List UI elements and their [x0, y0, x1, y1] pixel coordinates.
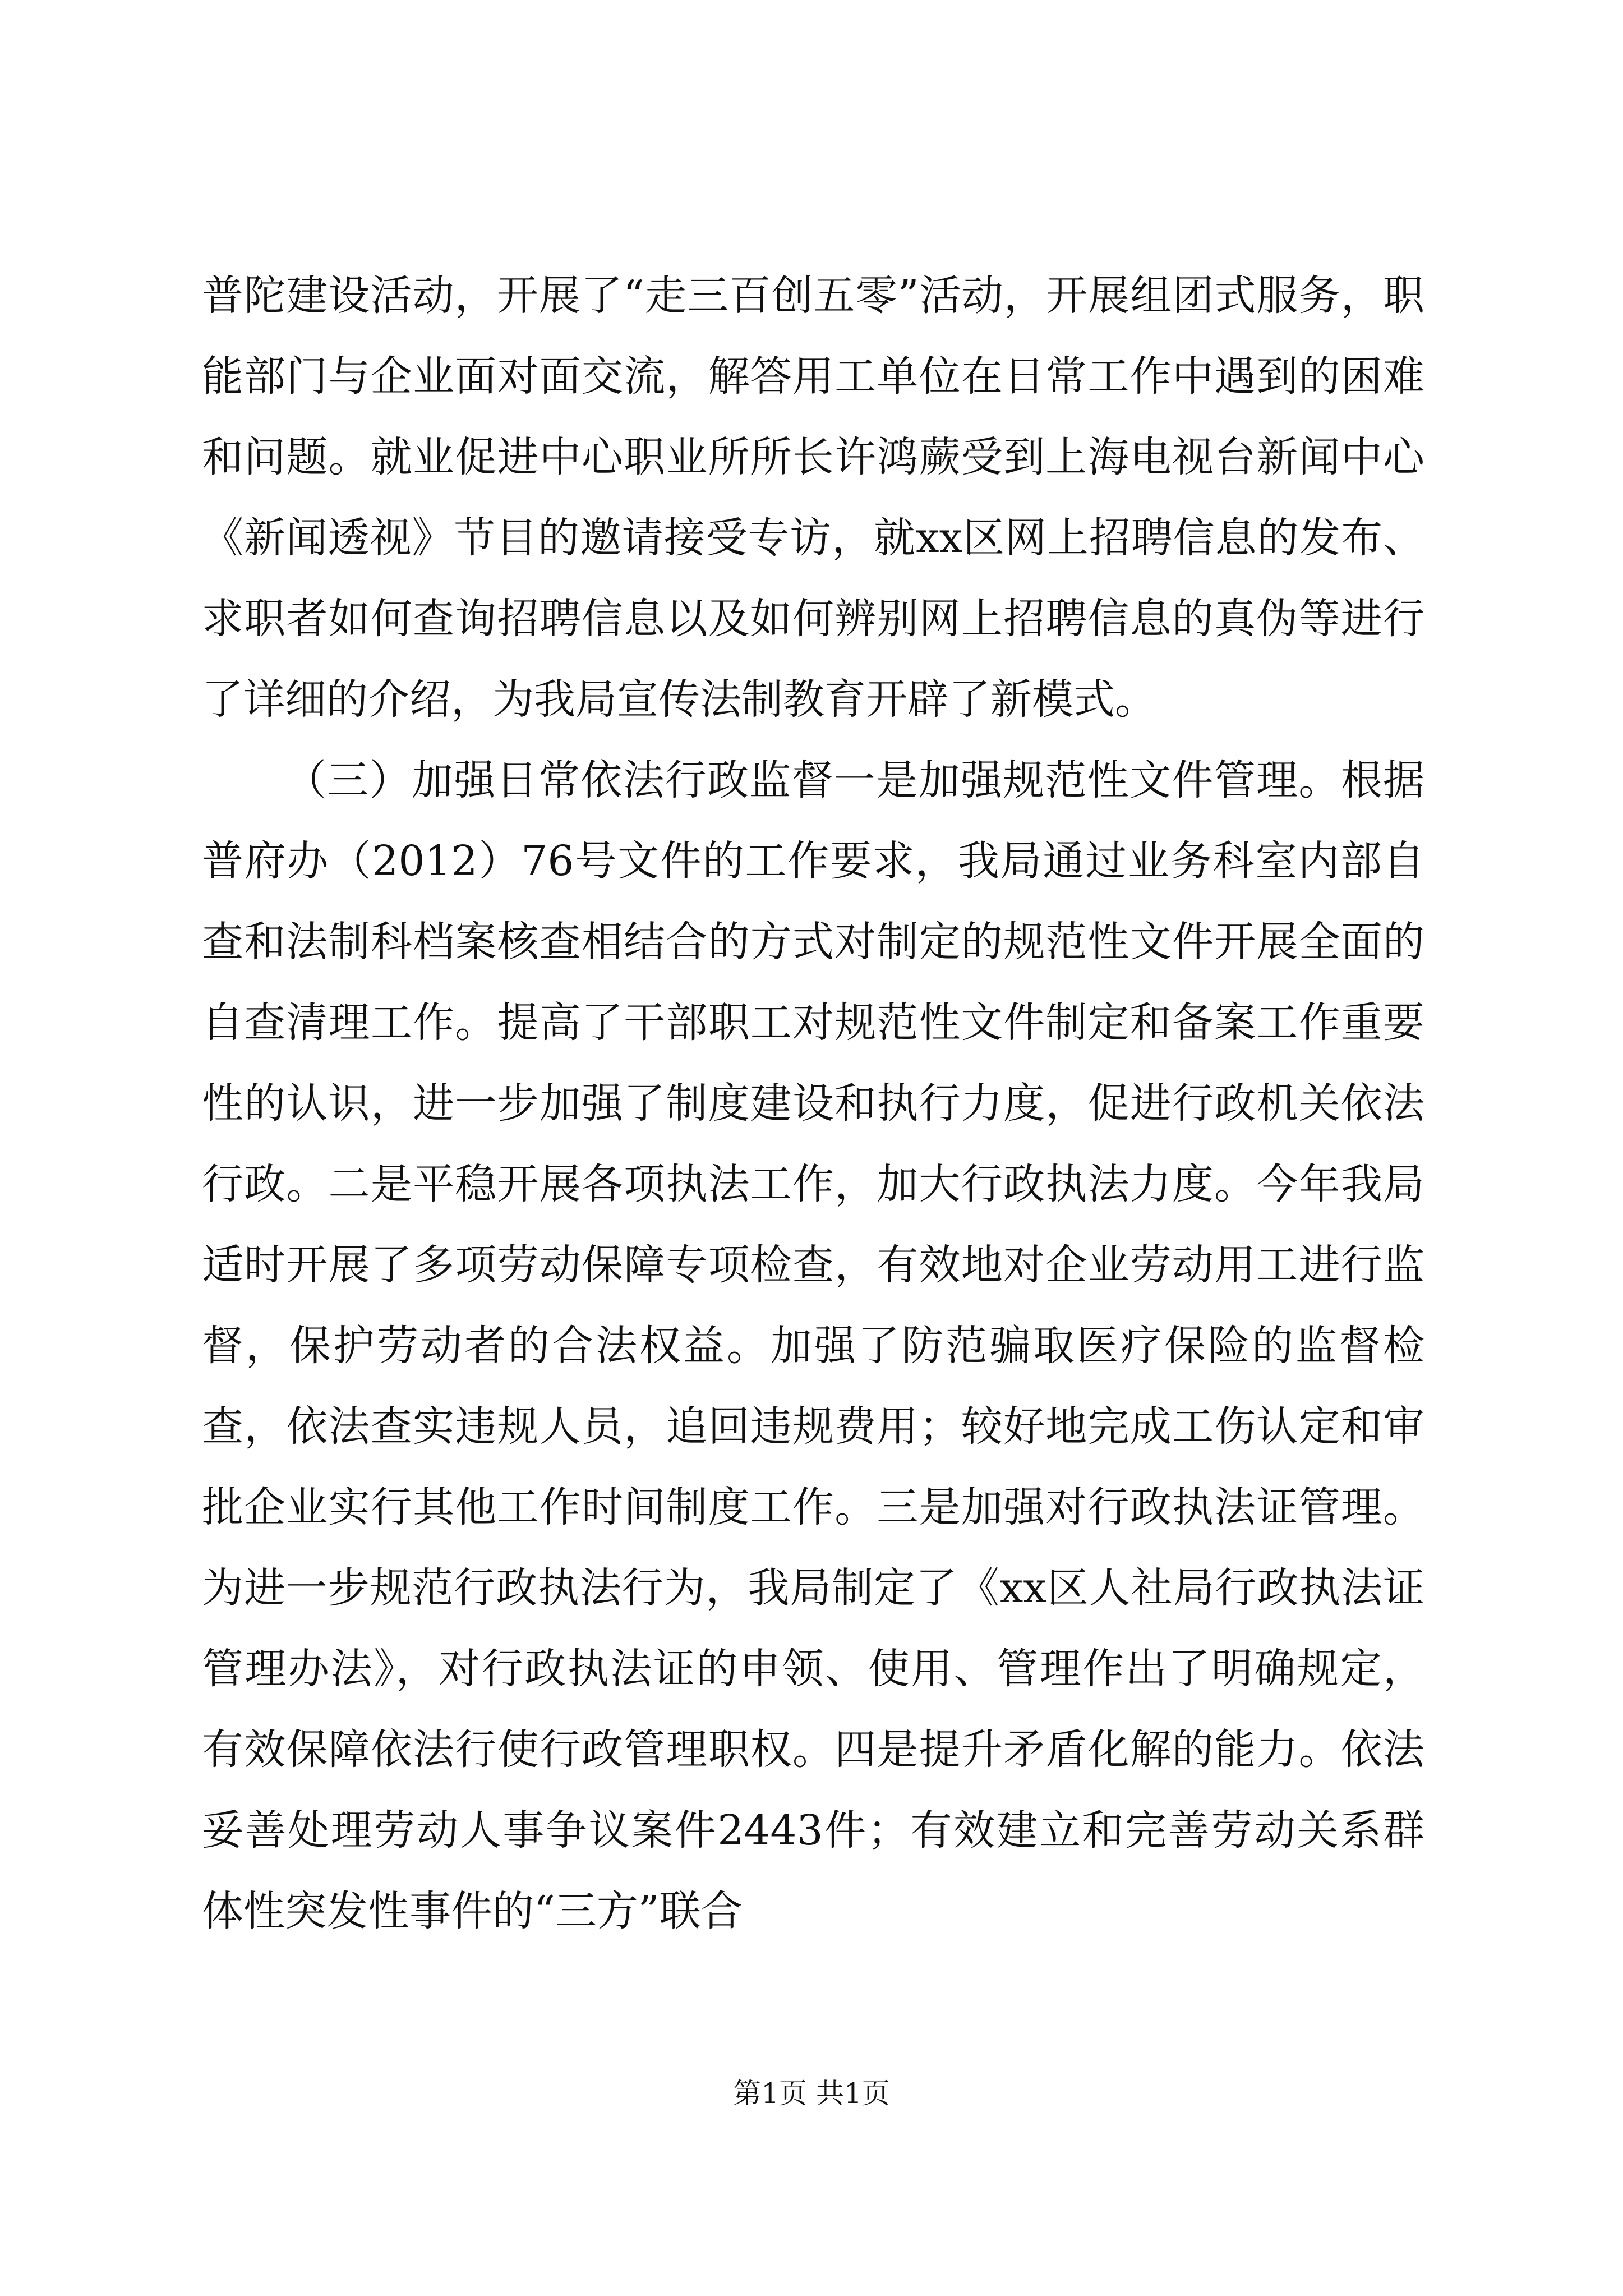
paragraph-continuation: 普陀建设活动，开展了“走三百创五零”活动，开展组团式服务，职能部门与企业面对面交流，解答用工单位在日常工作中遇到的困难和问题。就业促进中心职业所所长许鸿蕨受到上海电视台新闻中心《新闻透视》节目的邀请接受专访，就xx区网上招聘信息的发布、求职者如何查询招聘信息以及如何辨别网上招聘信息的真伪等进行了详细的介绍，为我局宣传法制教育开辟了新模式。	[202, 272, 1424, 724]
paragraph-section-three: （三）加强日常依法行政监督一是加强规范性文件管理。根据普府办（2012）76号文件的工作要求，我局通过业务科室内部自查和法制科档案核查相结合的方式对制定的规范性文件开展全面的自查清理工作。提高了干部职工对规范性文件制定和备案工作重要性的认识，进一步加强了制度建设和执行力度，促进行政机关依法行政。二是平稳开展各项执法工作，加大行政执法力度。今年我局适时开展了多项劳动保障专项检查，有效地对企业劳动用工进行监督，保护劳动者的合法权益。加强了防范骗取医疗保险的监督检查，依法查实违规人员，追回违规费用；较好地完成工伤认定和审批企业实行其他工作时间制度工作。三是加强对行政执法证管理。为进一步规范行政执法行为，我局制定了《xx区人社局行政执法证管理办法》，对行政执法证的申领、使用、管理作出了明确规定，有效保障依法行使行政管理职权。四是提升矛盾化解的能力。依法妥善处理劳动人事争议案件2443件；有效建立和完善劳动关系群体性突发性事件的“三方”联合	[202, 756, 1424, 1935]
document-body	[202, 255, 1424, 1952]
page-number-footer: 第1页 共1页	[733, 2077, 890, 2110]
